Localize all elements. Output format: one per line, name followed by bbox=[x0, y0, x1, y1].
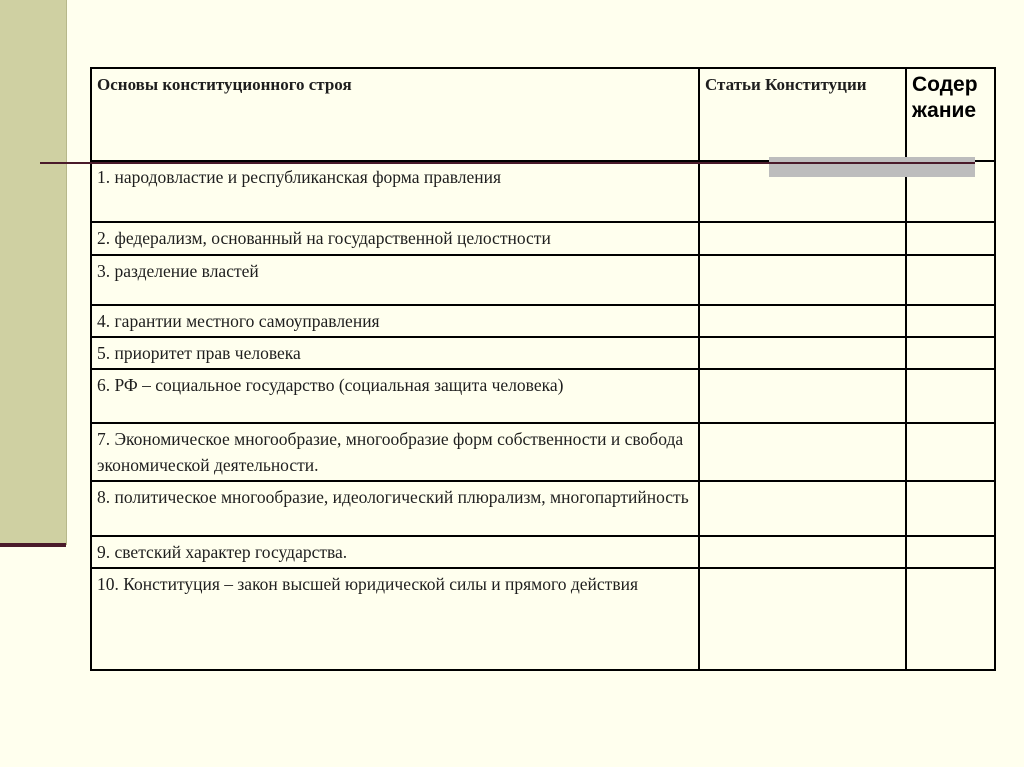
header-basis: Основы конституционного строя bbox=[91, 68, 699, 161]
row-basis-cell: 1. народовластие и республиканская форма правления bbox=[91, 161, 699, 222]
row-content-cell bbox=[906, 536, 995, 568]
row-articles-cell bbox=[699, 536, 906, 568]
row-basis-cell: 8. политическое многообразие, идеологический плюрализм, многопартийность bbox=[91, 481, 699, 536]
row-articles-cell bbox=[699, 255, 906, 305]
row-articles-cell bbox=[699, 305, 906, 337]
header-content: Содержание bbox=[906, 68, 995, 161]
table-row bbox=[91, 305, 995, 337]
table-row bbox=[91, 255, 995, 305]
row-content-cell bbox=[906, 481, 995, 536]
row-articles-cell bbox=[699, 337, 906, 369]
row-articles-cell bbox=[699, 568, 906, 670]
row-basis-cell: 6. РФ – социальное государство (социальная защита человека) bbox=[91, 369, 699, 423]
row-basis-cell: 10. Конституция – закон высшей юридической силы и прямого действия bbox=[91, 568, 699, 670]
table-row bbox=[91, 369, 995, 423]
table-row bbox=[91, 481, 995, 536]
row-content-cell bbox=[906, 568, 995, 670]
title-underline-decoration bbox=[40, 162, 975, 164]
row-basis-cell: 5. приоритет прав человека bbox=[91, 337, 699, 369]
row-articles-cell bbox=[699, 222, 906, 255]
table-row bbox=[91, 222, 995, 255]
row-content-cell bbox=[906, 337, 995, 369]
row-content-cell bbox=[906, 305, 995, 337]
header-shadow-bar bbox=[769, 157, 975, 177]
row-articles-cell bbox=[699, 369, 906, 423]
header-articles: Статьи Конституции bbox=[699, 68, 906, 161]
table-row bbox=[91, 536, 995, 568]
table-row bbox=[91, 337, 995, 369]
row-basis-cell: 7. Экономическое многообразие, многообразие форм собственности и свобода экономической деятельности. bbox=[91, 423, 699, 481]
side-decoration-strip bbox=[0, 0, 67, 545]
row-articles-cell bbox=[699, 481, 906, 536]
row-content-cell bbox=[906, 369, 995, 423]
side-decoration-line bbox=[0, 543, 66, 547]
row-articles-cell bbox=[699, 423, 906, 481]
row-content-cell bbox=[906, 423, 995, 481]
table-header-row bbox=[91, 68, 995, 161]
row-basis-cell: 3. разделение властей bbox=[91, 255, 699, 305]
table-row bbox=[91, 423, 995, 481]
row-basis-cell: 2. федерализм, основанный на государственной целостности bbox=[91, 222, 699, 255]
row-basis-cell: 9. светский характер государства. bbox=[91, 536, 699, 568]
row-basis-cell: 4. гарантии местного самоуправления bbox=[91, 305, 699, 337]
table-row bbox=[91, 568, 995, 670]
row-content-cell bbox=[906, 222, 995, 255]
row-content-cell bbox=[906, 255, 995, 305]
